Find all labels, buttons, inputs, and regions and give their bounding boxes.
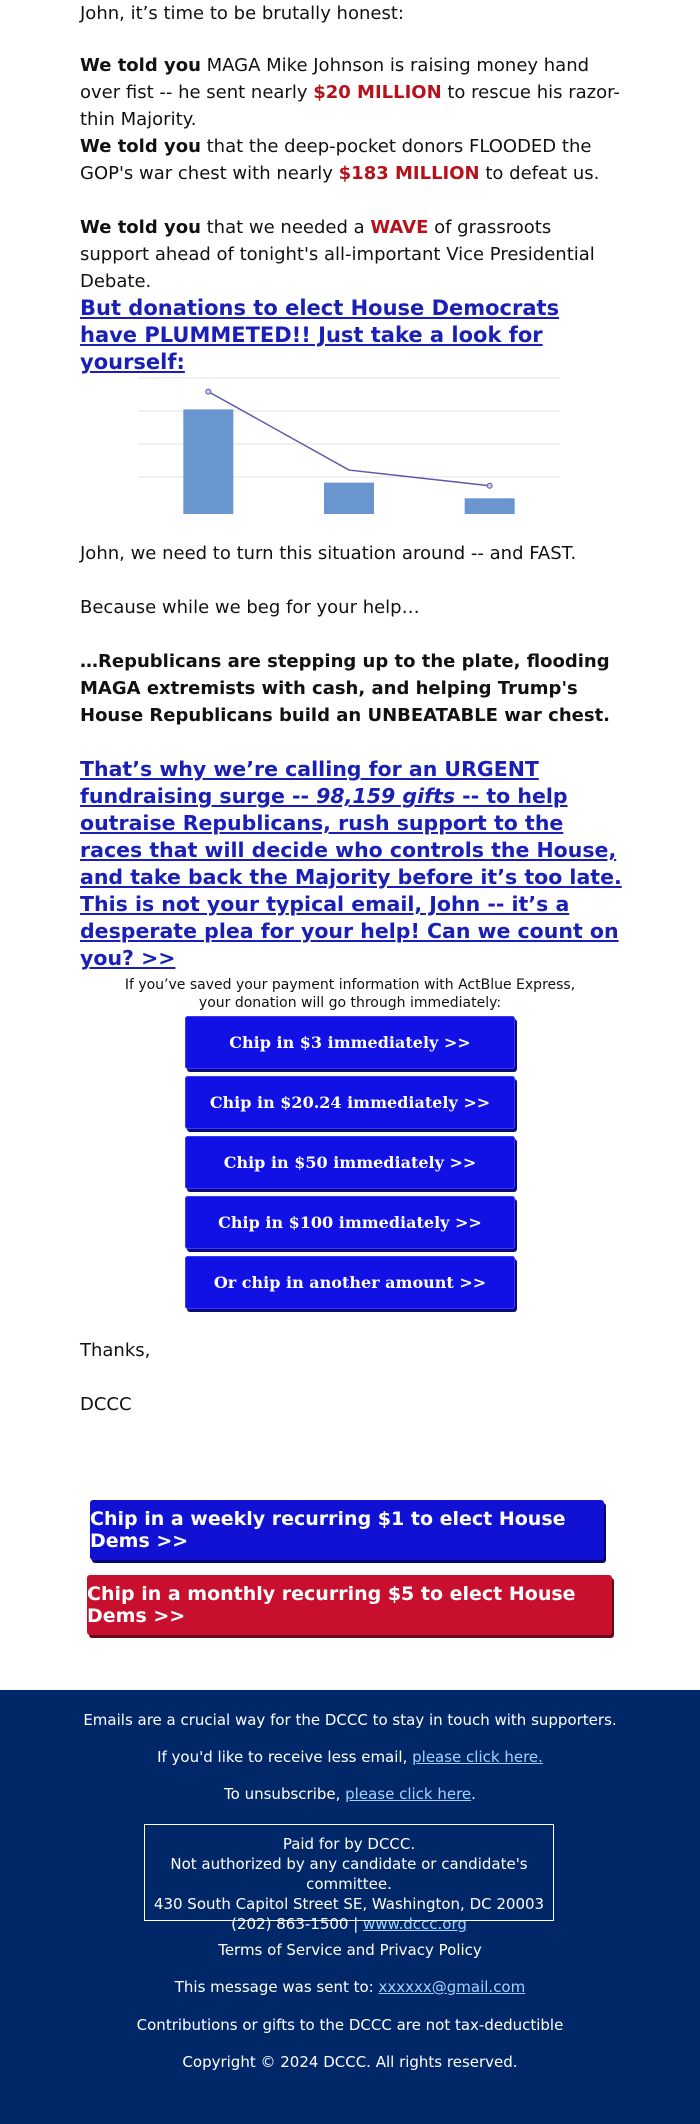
phone-text: (202) 863-1500 | [231,1915,364,1933]
website-link[interactable]: www.dccc.org [363,1915,467,1933]
disclaimer-box [144,1824,554,1933]
urgent-fundraising-link[interactable] [80,756,625,972]
paragraph-text: to rescue his razor-thin Majority. [80,82,620,130]
paragraph-text: that we needed a [200,217,371,238]
paragraph-text: that the deep-pocket donors FLOODED the GOP's war chest with nearly [80,136,592,184]
chart-trend-line [208,392,489,486]
paid-for-text: Paid for by DCCC. [282,1835,416,1853]
greeting: John, it’s time to be brutally honest: [80,3,404,24]
actblue-note [0,976,700,1012]
thanks-text: Thanks, [80,1340,151,1361]
paragraph-wave [80,214,620,295]
recipient-email-link[interactable]: xxxxxx@gmail.com [378,1978,526,1996]
lead-text: We told you [80,55,201,76]
address-text: 430 South Capitol Street SE, Washington, DC 20003 [153,1895,545,1913]
less-email-link[interactable]: please click here. [412,1748,543,1766]
signature: DCCC [80,1394,132,1415]
footer [0,1690,700,2124]
plummeted-link[interactable]: But donations to elect House Democrats have PLUMMETED!! Just take a look for yourself: [80,296,560,374]
lead-text: We told you [80,217,201,238]
donate-20-button[interactable]: Chip in $20.24 immediately >> [185,1076,515,1129]
cta-text: -- to help outraise Republicans, rush support to the races that will decide who controls the House, and take back the Majority before it’s too late. This is not your typical email, John -- it’s a desperate plea for your help! Can we count on you? >> [80,784,622,970]
sent-to-text: This message was sent to: [174,1978,379,1996]
chart-point [206,389,211,394]
unsubscribe-end: . [471,1785,476,1803]
contact-line [145,1914,553,1934]
paragraph-republicans: …Republicans are stepping up to the plate, flooding MAGA extremists with cash, and helping Trump's House Republicans build an UNBEATABLE war chest. [80,651,611,726]
unsubscribe-line [0,1784,700,1804]
amount-highlight: $183 MILLION [338,163,480,184]
cta-text: That’s why we’re calling for an URGENT fundraising surge -- [80,757,539,808]
less-email-text: If you'd like to receive less email, [157,1748,413,1766]
sent-to-line [0,1977,700,1997]
footer-intro: Emails are a crucial way for the DCCC to stay in touch with supporters. [83,1711,617,1729]
chart-bar [324,483,374,514]
monthly-recurring-button[interactable]: Chip in a monthly recurring $5 to elect House Dems >> [87,1575,612,1635]
donate-50-button[interactable]: Chip in $50 immediately >> [185,1136,515,1189]
unsubscribe-text: To unsubscribe, [224,1785,346,1803]
lead-text: We told you [80,136,201,157]
paragraph-text: of grassroots support ahead of tonight's all-important Vice Presidential Debate. [80,217,595,292]
actblue-note-line: If you’ve saved your payment information with ActBlue Express, [124,977,576,993]
weekly-recurring-button[interactable]: Chip in a weekly recurring $1 to elect House Dems >> [90,1500,604,1560]
unsubscribe-link[interactable]: please click here [345,1785,472,1803]
chart-bar [183,409,233,514]
donate-3-button[interactable]: Chip in $3 immediately >> [185,1016,515,1069]
less-email-line [0,1747,700,1767]
paragraph-text: MAGA Mike Johnson is raising money hand over fist -- he sent nearly [80,55,590,103]
chart-point [487,483,492,488]
not-authorized-text: Not authorized by any candidate or candidate's committee. [170,1855,528,1893]
actblue-note-line: your donation will go through immediately: [198,995,502,1011]
tax-note: Contributions or gifts to the DCCC are not tax-deductible [136,2016,564,2034]
paragraph-johnson [80,52,620,133]
paragraph-turn-around: John, we need to turn this situation around -- and FAST. [80,543,577,564]
paragraph-text: to defeat us. [479,163,600,184]
donate-other-amount-button[interactable]: Or chip in another amount >> [185,1256,515,1309]
donate-100-button[interactable]: Chip in $100 immediately >> [185,1196,515,1249]
gifts-count: 98,159 gifts [316,784,456,808]
chart-bar [465,498,515,514]
amount-highlight: $20 MILLION [313,82,442,103]
copyright: Copyright © 2024 DCCC. All rights reserved. [182,2053,518,2071]
donations-chart[interactable] [138,368,560,518]
wave-highlight: WAVE [370,217,429,238]
terms-link[interactable]: Terms of Service and Privacy Policy [218,1941,482,1959]
paragraph-donors [80,133,620,187]
paragraph-beg: Because while we beg for your help… [80,597,420,618]
